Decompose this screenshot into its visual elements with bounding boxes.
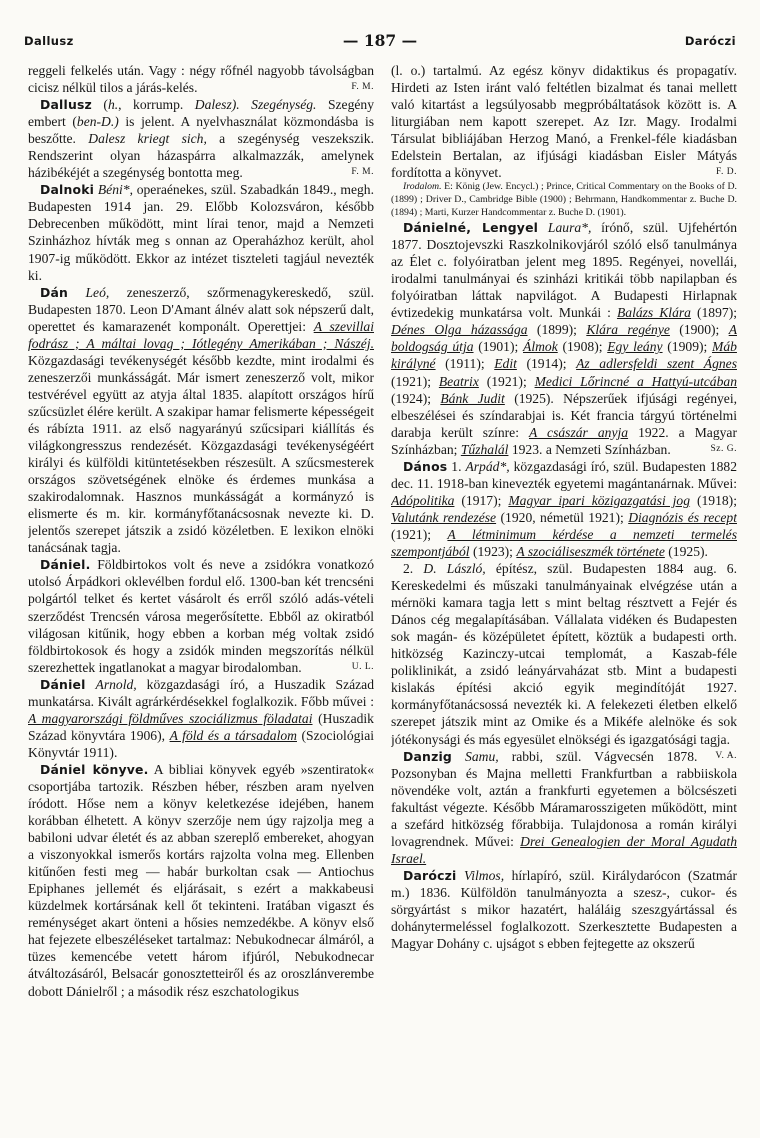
page-number: — 187 —: [342, 31, 418, 50]
entry-danzig: Danzig Samu, rabbi, szül. Vágvecsén 1878. Pozsonyban és Majna melletti Frankfurtban a rabbiiskola növendéke volt, aztán a frankfurti egyetemen a bölcsészeti fakultást végezte. Később Máramarosszigeten működött, mint a szefárd hitközség főrabbija. Tulajdonosa a román királyi lovagrendnek. Művei: Drei Genealogien der Moral Agudath Israel.: [391, 748, 737, 866]
headword: Dániel: [40, 676, 86, 692]
headword: Daróczi: [403, 867, 457, 883]
headword: Dalnoki: [40, 182, 95, 198]
headword: Dallusz: [40, 97, 92, 113]
author-signature: Sz. G.: [710, 443, 737, 454]
headword: Dániel.: [40, 557, 91, 573]
entry-daroczi: Daróczi Vilmos, hírlapíró, szül. Királydarócon (Szatmár m.) 1836. Külföldön tanulmányozta a szesz-, cukor- és sörgyártást s mikor hazatért, haláláig szeszgyártással és dohánytermeléssel foglalkozott. Szerkesztette Budapesten a Magyar Dohány c. ujságot s ebben fejtegette az okszerű: [391, 867, 737, 952]
headword: Danzig: [403, 748, 452, 764]
running-head-left: Dallusz: [24, 34, 74, 48]
entry-daniel-arnold: Dániel Arnold, közgazdasági író, a Huszadik Század munkatársa. Kivált agrárkérdésekkel foglalkozik. Főbb művei : A magyarországi földműves szociálizmus föladatai (Huszadik Század könyvtára 1906), A föld és a társadalom (Szociológiai Könyvtár 1911).: [28, 676, 374, 760]
entry-danielne: Dánielné, Lengyel Laura*, írónő, szül. Ujfehértón 1877. Dosztojevszki Raszkolnikovjáról szóló első tanulmánya az Élet c. folyóiratban jelent meg 1895. Regényei, novellái, irodalmi tanulmányai és szinházi kritikái több napilapban és folyóiratban láttak napvilágot. A Budapesti Hirlapnak évtizedekig munkatársa volt. Munkái : Balázs Klára (1897); Dénes Olga házassága (1899); Klára regénye (1900); A boldogság útja (1901); Álmok (1908); Egy leány (1909); Máb királyné (1911); Edit (1914); Az adlersfeldi szent Ágnes (1921); Beatrix (1921); Medici Lőrincné a Hattyú-utcában (1924); Bánk Judit (1925). Népszerűek ifjúsági regényei, elbeszélései és színdarabjai is. Két francia tárgyú történelmi darabja került színre: A császár anyja 1922. a Magyar Színházban; Tűzhalál 1923. a Nemzeti Színházban. Sz. G.: [391, 220, 737, 457]
entry-daniel-konyve: Dániel könyve. A bibliai könyvek egyéb »szentiratok« csoportjába tartozik. Részben héber, részben aram nyelven íródott. Hőse nem a könyv keletkezése idejében, hanem korábban élhetett. A könyv szerzője nem úgy rajzolja meg a babiloni udvar életét és az abban szereplő embereket, ahogyan a viszonyokkal ismerős kortárs rajzolta volna meg. Ellenben kitűnően festi meg — habár burkoltan csak — Antiochus Epiphanes jellemét és eljárásait, s ezért a makkabeusi küzdelmek kortársának kell őt tekinteni. Iratában vigaszt és reménységet akart önteni a hősies nemzedékbe. A könyv első hat fejezete elbeszéléseket tartalmaz: Nebukodnecar álmáról, a tüzes kemencébe vetett három ifjúról, Nebukodnecar átváltozásáról, Belsacár gonosztetteiről és az oroszlánverembe dobott Dánielről ; a második rész eszchatologikus: [28, 761, 374, 999]
headword: Dános: [403, 458, 448, 474]
entry-danos-arpad: Dános 1. Arpád*, közgazdasági író, szül. Budapesten 1882 dec. 11. 1918-ban kinevezték egyetemi magántanárnak. Művei: Adópolitika (1917); Magyar ipari közigazgatási jog (1918); Valutánk rendezése (1920, németül 1921); Diagnózis és recept (1921); A létminimum kérdése a nemzeti termelés szempontjából (1923); A szociáliseszmék története (1925).: [391, 458, 737, 559]
headword: Dán: [40, 284, 69, 300]
author-signature: F. M.: [351, 167, 374, 178]
entry-dalnoki: Dalnoki Béni*, operaénekes, szül. Szabadkán 1849., megh. Budapesten 1914 jan. 29. Előbb Kolozsváron, később Debrecenben működött, mint lírai tenor, majd a Nemzeti Szinházhoz hívták meg s onnan az Operaházhoz került, ahol 1907-ig működött. Ekkor az intézet tiszteleti tagjául nevezték ki.: [28, 182, 374, 283]
running-head-right: Daróczi: [684, 34, 736, 48]
entry-danos-laszlo: 2. D. László, építész, szül. Budapesten 1884 aug. 6. Kereskedelmi és műszaki tanulmányainak elvégzése után a mérnöki kamara tagja lett s mint beltag résztvett a Fejér és Dános cég megalapításában. Vállalata vidéken és Budapesten sok magán- és középületet épített, köztük a budapesti orth. hitközség Kazinczy-utcai templomát, a Kaszab-féle poliklinikát, a zsidó leányárvaházat stb. Mint a budapesti kislakás építési akció egyik megindítóját 1927. kormányfőtanácsossá nevezték ki. A felekezeti életben elkelő szerepet játszik mint az Omike és a Mikéfe alelnöke és sok jótékonysági és más egyesület elnökségi és igazgatósági tagja. V. A.: [391, 560, 737, 748]
author-signature: V. A.: [715, 750, 737, 761]
entry-continuation: (l. o.) tartalmú. Az egész könyv didaktikus és propagatív. Hirdeti az Isten iránt való feltétlen bizalmat és tanai mellett való kitartást a legsúlyosabb megpróbáltatások között is. A liturgiában nem kapott szerepet. Az Izr. Magy. Irodalmi Társulat bibliájában Herzog Manó, a Frenkel-féle kiadásban Edelstein Bertalan, az ifjúsági kiadásban Eisler Mátyás fordította a könyvet. F. D.: [391, 63, 737, 181]
author-signature: F. M.: [351, 82, 374, 93]
entry-dallusz: Dallusz (h., korrump. Dalesz). Szegénység. Szegény embert (ben-D.) is jelent. A nyelvhasználat közmondásba is beszőtte. Dalesz kriegt sich, a szegénység veszekszik. Rendszerint olyan házaspárra alkalmazzák, amelynek házibékéjét a szegénység bontotta meg. F. M.: [28, 97, 374, 181]
entry-dan: Dán Leó, zeneszerző, szőrmenagykereskedő, szül. Budapesten 1870. Leon D'Amant álnév alatt sok népszerű dalt, operettet és kamarazenét komponált. Operettjei: A szevillai fodrász ; A máltai lovag ; Iótlegény Amerikában ; Nászéj. Közgazdasági tevékenységét később kezdte, mint irodalmi és zeneszerzői munkásságát. Már ismert zeneszerző volt, mikor testvérével együtt az atyja által 1835. alapított országos hírű szűcsüzlet élére került. A szakipar hamar felismerte képességeit és rábízta 1911. az első nagyarányú szűcsipari kiállítás és világkongresszus rendezését. Közgazdasági tevékenységéért királyi és külföldi kitüntetésekben részesült. A szűcsmesterek országos szövetségének elnöke és érdemes munkása a szakirodalomnak. Hasznos munkásságát a kormányzó is elismerte és m. kir. kormányfőtanácsosnak nevezte ki. D. jelentős szerepet játszik a zsidó közéletben. E lexikon elnöki tanácsának tagja.: [28, 284, 374, 556]
entry-continuation: reggeli felkelés után. Vagy : négy rőfnél nagyobb távolságban cicisz nélkül tilos a járás-kelés. F. M.: [28, 63, 374, 96]
author-signature: F. D.: [715, 167, 737, 178]
headword: Dániel könyve.: [40, 761, 149, 777]
entry-daniel: Dániel. Földbirtokos volt és neve a zsidókra vonatkozó utolsó Árpádkori oklevélben fordul elő. 1300-ban két trencséni polgártól telket és kertet vásárolt és erről szóló adás-vételi szerződést Trencsén városa megerősítette. Ebből az okiratból világosan kitűnik, hogy ebben a korban még voltak zsidó földbirtokosok és hogy a zsidók minden megszorítás nélkül szerezhettek ingatlanokat a magyar birodalomban. U. L.: [28, 557, 374, 675]
right-column: [391, 62, 737, 1132]
left-column: [28, 62, 374, 1132]
page-header: [24, 31, 736, 54]
author-signature: U. L.: [351, 661, 374, 672]
headword: Dánielné, Lengyel: [403, 220, 539, 236]
bibliography: Irodalom. E: König (Jew. Encycl.) ; Prince, Critical Commentary on the Books of D. (1899) ; Driver D., Cambridge Bible (1900) ; Behrmann, Handkommentar z. Buche D. (1894) ; Marti, Kurzer Handcommentar z. Buche D. (1901).: [391, 181, 737, 218]
